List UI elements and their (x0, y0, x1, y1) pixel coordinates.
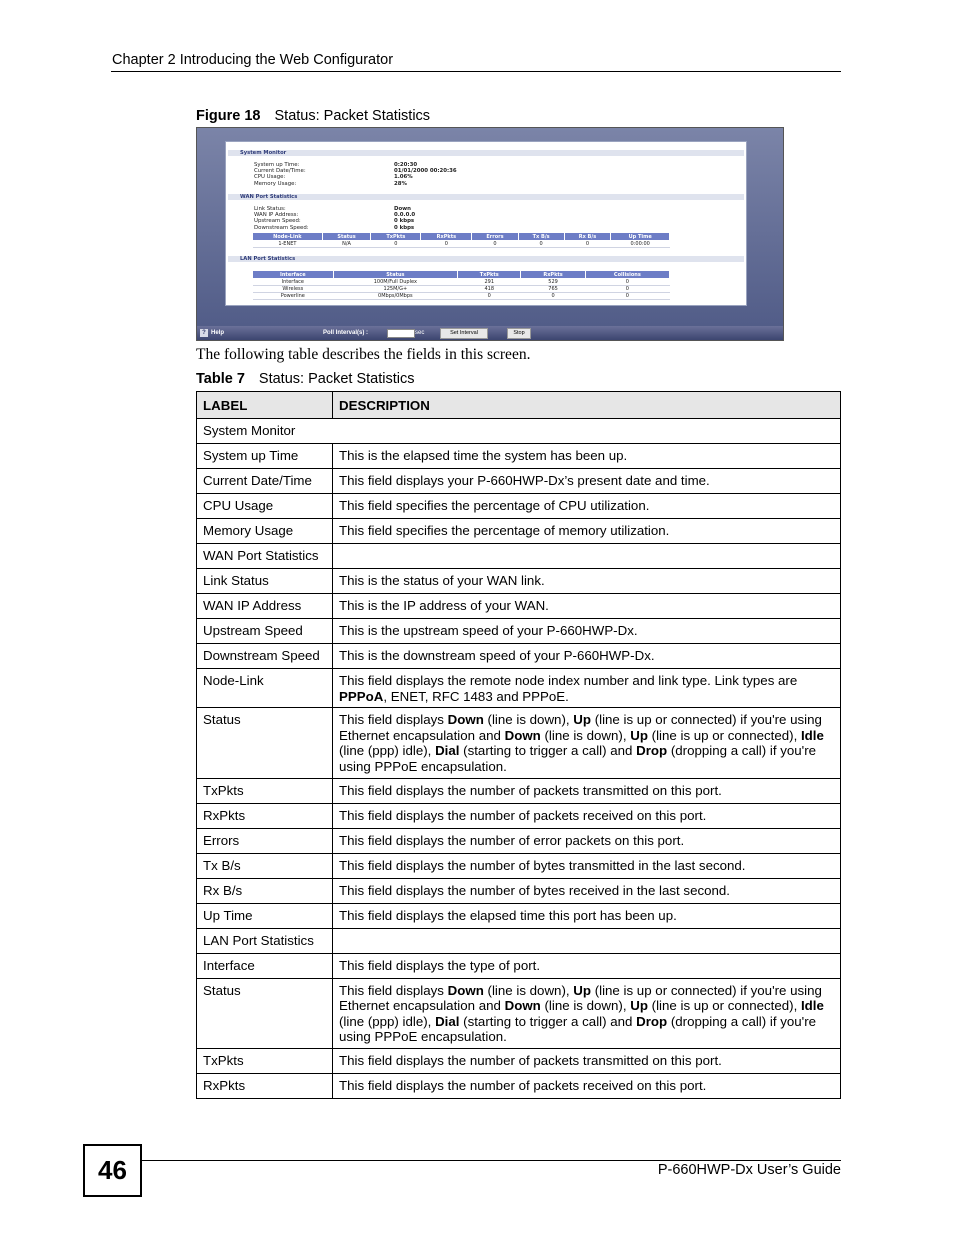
row-description: This field displays the type of port. (333, 953, 841, 978)
table-row (197, 928, 841, 953)
bold-term: PPPoA (339, 688, 384, 704)
bold-term: Up (573, 982, 591, 998)
mini-table-cell: 1-ENET (253, 241, 323, 248)
table-row (197, 803, 841, 828)
mini-column-header: Status (333, 271, 457, 279)
mini-table-cell: 0 (585, 286, 669, 293)
description-text: (line is down), (540, 998, 631, 1014)
row-label: RxPkts (197, 803, 333, 828)
help-link[interactable]: Help (211, 330, 225, 336)
bold-term: Down (447, 712, 484, 728)
row-label: Status (197, 708, 333, 778)
table-row (197, 828, 841, 853)
row-description (333, 978, 841, 1048)
status-panel (225, 141, 747, 306)
table-row (197, 1048, 841, 1073)
table-row (197, 878, 841, 903)
monitor-label: WAN IP Address: (254, 212, 299, 219)
table-row (197, 444, 841, 469)
header-rule (111, 71, 841, 72)
row-label: Link Status (197, 569, 333, 594)
page-number: 46 (83, 1144, 142, 1197)
table-row (197, 494, 841, 519)
mini-column-header: Tx B/s (518, 233, 564, 241)
row-description: This field displays the number of packets received on this port. (333, 803, 841, 828)
table-caption (196, 371, 414, 387)
description-text: (line is up or connected) if you're using Ethernet encapsulation and (339, 712, 822, 743)
bold-term: Down (447, 982, 484, 998)
footer-rule (140, 1160, 841, 1161)
figure-number: Figure 18 (196, 108, 261, 124)
chapter-header: Chapter 2 Introducing the Web Configurator (112, 52, 394, 68)
table-row (197, 644, 841, 669)
poll-unit: sec (415, 330, 425, 336)
monitor-row (254, 212, 415, 218)
table-row (197, 708, 841, 778)
figure-caption (196, 108, 430, 124)
description-text: This field displays the remote node index number and link type. Link types are (339, 673, 798, 688)
mini-table-cell: N/A (322, 241, 371, 248)
row-description: This is the downstream speed of your P-660HWP-Dx. (333, 644, 841, 669)
mini-column-header: TxPkts (371, 233, 421, 241)
row-label: Interface (197, 953, 333, 978)
row-label: Node-Link (197, 669, 333, 708)
mini-column-header: Up Time (611, 233, 670, 241)
mini-column-header: Errors (472, 233, 518, 241)
mini-table-cell: 0 (421, 241, 472, 248)
status-screenshot (196, 127, 784, 341)
row-description: This field displays the number of error packets on this port. (333, 828, 841, 853)
monitor-value: 28% (394, 180, 407, 187)
row-description: This is the IP address of your WAN. (333, 594, 841, 619)
monitor-row (254, 181, 407, 187)
bold-term: Drop (636, 1013, 668, 1029)
monitor-value: 0 kbps (394, 218, 415, 225)
table-header-row (197, 392, 841, 419)
mini-column-header: Interface (253, 271, 334, 279)
mini-table-row (253, 241, 670, 248)
description-text: (line (ppp) idle), (339, 1013, 436, 1029)
mini-table-cell: 0 (371, 241, 421, 248)
mini-table-cell: 0 (585, 279, 669, 286)
bold-term: Dial (435, 743, 460, 759)
row-label: Errors (197, 828, 333, 853)
row-description: This field specifies the percentage of CPU utilization. (333, 494, 841, 519)
table-row (197, 903, 841, 928)
row-label: WAN IP Address (197, 594, 333, 619)
table-title: Status: Packet Statistics (258, 371, 415, 387)
bold-term: Up (630, 998, 648, 1014)
monitor-row (254, 218, 414, 224)
row-description: This field displays your P-660HWP-Dx’s present date and time. (333, 469, 841, 494)
monitor-value: 0.0.0.0 (394, 212, 416, 219)
description-text: , ENET, RFC 1483 and PPPoE. (383, 688, 569, 704)
row-label: TxPkts (197, 1048, 333, 1073)
guide-title: P-660HWP-Dx User’s Guide (657, 1162, 841, 1178)
bold-term: Idle (800, 727, 824, 743)
table-row (197, 978, 841, 1048)
table-row (197, 469, 841, 494)
mini-table-cell: 418 (458, 286, 521, 293)
mini-column-header: Collisions (585, 271, 669, 279)
monitor-label: Downstream Speed: (254, 224, 309, 231)
row-label: Up Time (197, 903, 333, 928)
description-text: (starting to trigger a call) and (459, 743, 637, 759)
mini-table-cell: 0Mbps/0Mbps (333, 293, 457, 300)
monitor-row (254, 174, 413, 180)
table-row (197, 669, 841, 708)
label-header: LABEL (197, 392, 333, 419)
description-text: (line (ppp) idle), (339, 743, 436, 759)
row-description (333, 708, 841, 778)
monitor-value: 01/01/2000 00:20:36 (394, 168, 457, 175)
poll-interval-input[interactable] (387, 329, 415, 338)
table-row (197, 619, 841, 644)
row-description (333, 544, 841, 569)
monitor-label: System up Time: (254, 162, 300, 168)
description-text: (line is down), (483, 982, 574, 998)
row-label: WAN Port Statistics (197, 544, 333, 569)
poll-interval-label: Poll Interval(s) : (323, 330, 369, 336)
bold-term: Up (573, 712, 591, 728)
mini-column-header: Status (322, 233, 371, 241)
table-row (197, 953, 841, 978)
bold-term: Down (504, 998, 541, 1014)
mini-table-cell: 0:00:00 (611, 241, 670, 248)
table-row (197, 778, 841, 803)
row-description: This is the status of your WAN link. (333, 569, 841, 594)
monitor-value: Down (394, 206, 411, 212)
system-monitor-heading: System Monitor (228, 150, 744, 156)
figure-title: Status: Packet Statistics (274, 108, 431, 124)
table-row (197, 544, 841, 569)
monitor-label: Link Status: (254, 206, 286, 212)
bold-term: Idle (800, 998, 824, 1014)
mini-table-cell: 0 (564, 241, 611, 248)
row-label: Rx B/s (197, 878, 333, 903)
mini-column-header: TxPkts (458, 271, 521, 279)
bold-term: Down (504, 727, 541, 743)
monitor-value: 1.06% (394, 174, 413, 181)
stop-button[interactable]: Stop (507, 328, 531, 339)
table-row (197, 419, 841, 444)
row-label: Downstream Speed (197, 644, 333, 669)
description-text: (dropping a call) if you're using PPPoE encapsulation. (339, 743, 817, 774)
row-label: System Monitor (197, 419, 841, 444)
monitor-value: 0 kbps (394, 224, 415, 231)
mini-column-header: Rx B/s (564, 233, 611, 241)
row-label: RxPkts (197, 1073, 333, 1098)
wan-heading: WAN Port Statistics (228, 194, 744, 200)
row-label: Current Date/Time (197, 469, 333, 494)
bottom-bar (197, 326, 783, 340)
description-text: This field displays (339, 982, 448, 998)
lan-stats-table (252, 270, 670, 300)
mini-table-cell: 0 (521, 293, 585, 300)
mini-table-cell: 125M/G+ (333, 286, 457, 293)
description-text: (line is down), (483, 712, 574, 728)
lan-heading: LAN Port Statistics (228, 256, 744, 262)
mini-table-cell: 529 (521, 279, 585, 286)
mini-header-row (253, 271, 670, 279)
description-text: (dropping a call) if you're using PPPoE encapsulation. (339, 1013, 817, 1045)
table-row (197, 569, 841, 594)
row-description: This field displays the elapsed time this port has been up. (333, 903, 841, 928)
description-text: (starting to trigger a call) and (459, 1013, 637, 1029)
mini-column-header: RxPkts (421, 233, 472, 241)
mini-table-cell: 0 (518, 241, 564, 248)
row-label: Status (197, 978, 333, 1048)
row-description (333, 928, 841, 953)
description-text: (line is up or connected), (647, 998, 801, 1014)
monitor-label: Upstream Speed: (254, 218, 301, 225)
row-description: This field displays the number of bytes transmitted in the last second. (333, 853, 841, 878)
table-row (197, 519, 841, 544)
description-text: (line is up or connected) if you're using Ethernet encapsulation and (339, 982, 822, 1014)
mini-table-cell: Powerline (253, 293, 334, 300)
help-icon[interactable]: ? (200, 329, 208, 337)
description-header: DESCRIPTION (333, 392, 841, 419)
row-description: This is the elapsed time the system has been up. (333, 444, 841, 469)
row-description: This field displays the number of packets transmitted on this port. (333, 778, 841, 803)
row-label: System up Time (197, 444, 333, 469)
mini-column-header: RxPkts (521, 271, 585, 279)
row-description: This field specifies the percentage of memory utilization. (333, 519, 841, 544)
row-description: This is the upstream speed of your P-660HWP-Dx. (333, 619, 841, 644)
monitor-row (254, 162, 417, 168)
row-description: This field displays the number of packets received on this port. (333, 1073, 841, 1098)
mini-table-row (253, 286, 670, 293)
monitor-label: Memory Usage: (254, 180, 297, 187)
row-description: This field displays the number of packets transmitted on this port. (333, 1048, 841, 1073)
row-label: Upstream Speed (197, 619, 333, 644)
row-description (333, 669, 841, 708)
row-label: TxPkts (197, 778, 333, 803)
mini-table-row (253, 293, 670, 300)
set-interval-button[interactable]: Set Interval (440, 328, 488, 339)
table-row (197, 594, 841, 619)
description-text: This field displays (339, 712, 448, 728)
mini-table-cell: 0 (585, 293, 669, 300)
table-row (197, 1073, 841, 1098)
mini-header-row (253, 233, 670, 241)
monitor-row (254, 168, 457, 174)
description-table (196, 391, 841, 1099)
row-label: Memory Usage (197, 519, 333, 544)
monitor-row (254, 206, 411, 212)
bold-term: Drop (636, 743, 668, 759)
monitor-value: 0:20:30 (394, 162, 418, 168)
row-label: Tx B/s (197, 853, 333, 878)
bold-term: Dial (435, 1013, 460, 1029)
intro-text: The following table describes the fields in this screen. (196, 346, 531, 363)
description-text: (line is up or connected), (647, 727, 801, 743)
monitor-row (254, 225, 414, 231)
monitor-label: Current Date/Time: (254, 168, 306, 175)
row-label: LAN Port Statistics (197, 928, 333, 953)
mini-table-row (253, 279, 670, 286)
mini-table-cell: 291 (458, 279, 521, 286)
mini-table-cell: Interface (253, 279, 334, 286)
description-text: (line is down), (540, 727, 631, 743)
mini-table-cell: 0 (458, 293, 521, 300)
mini-table-cell: 0 (472, 241, 518, 248)
wan-stats-table (252, 232, 670, 248)
bold-term: Up (630, 727, 648, 743)
mini-table-cell: 765 (521, 286, 585, 293)
table-number: Table 7 (196, 371, 245, 387)
mini-table-cell: Wireless (253, 286, 334, 293)
mini-table-cell: 100M/Full Duplex (333, 279, 457, 286)
row-description: This field displays the number of bytes received in the last second. (333, 878, 841, 903)
monitor-label: CPU Usage: (254, 174, 286, 181)
row-label: CPU Usage (197, 494, 333, 519)
table-row (197, 853, 841, 878)
mini-column-header: Node-Link (253, 233, 323, 241)
